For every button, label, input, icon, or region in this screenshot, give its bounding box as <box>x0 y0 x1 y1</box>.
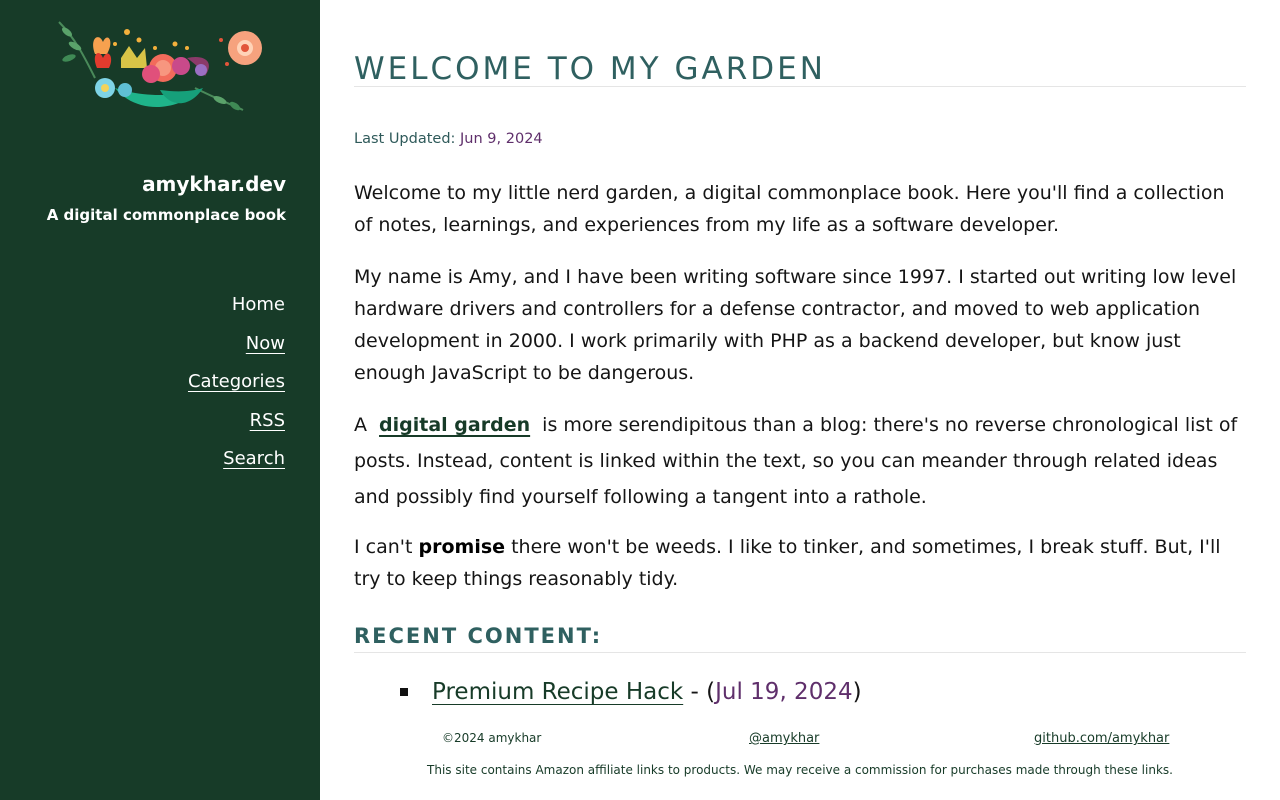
intro-paragraph-2: My name is Amy, and I have been writing software since 1997. I started out writing low level hardware drivers and controllers for a defense contractor, and moved to web application development in 2000. I work primarily with PHP as a backend developer, but know just enough JavaScript to be dangerous. <box>354 266 1237 384</box>
copyright: ©2024 amykhar <box>442 731 542 745</box>
p3-before: A <box>354 414 367 436</box>
recent-post-date: Jul 19, 2024 <box>715 679 853 705</box>
recent-content-heading: RECENT CONTENT: <box>354 622 1246 653</box>
bullet-icon <box>400 688 408 696</box>
nav-search[interactable]: Search <box>223 448 285 469</box>
intro-paragraph-3 <box>354 407 1246 515</box>
intro-text <box>354 177 1246 615</box>
github-link[interactable]: github.com/amykhar <box>1034 731 1170 746</box>
nav-rss[interactable]: RSS <box>249 409 285 431</box>
intro-paragraph-1: Welcome to my little nerd garden, a digital commonplace book. Here you'll find a collection of notes, learnings, and experiences from my life as a software developer. <box>354 182 1225 236</box>
nav-now[interactable]: Now <box>245 332 285 354</box>
nav-home[interactable]: Home <box>231 294 285 315</box>
flower-bouquet-icon[interactable] <box>55 18 267 114</box>
last-updated <box>354 131 543 147</box>
digital-garden-link[interactable]: digital garden <box>379 414 531 436</box>
last-updated-date: Jun 9, 2024 <box>460 131 543 147</box>
sidebar <box>0 0 320 800</box>
twitter-link[interactable]: @amykhar <box>749 731 820 746</box>
recent-post-close: ) <box>852 679 862 705</box>
list-item <box>400 674 862 710</box>
p4-before: I can't <box>354 536 413 558</box>
main-content <box>354 0 1246 800</box>
recent-post-link[interactable]: Premium Recipe Hack <box>432 679 684 705</box>
recent-content-list <box>400 674 862 710</box>
affiliate-notice: This site contains Amazon affiliate links to products. We may receive a commission for purchases made through these links. <box>427 763 1173 777</box>
p3-after: is more serendipitous than a blog: there's no reverse chronological list of posts. Instead, content is linked within the text, so you can meander through related ideas and possibly find yourself following a tangent into a rathole. <box>354 414 1238 508</box>
intro-paragraph-4 <box>354 531 1246 595</box>
last-updated-label: Last Updated: <box>354 131 456 147</box>
site-name[interactable]: amykhar.dev <box>142 172 286 196</box>
recent-post-sep: - ( <box>683 679 716 705</box>
promise-emphasis: promise <box>418 536 506 558</box>
site-tagline: A digital commonplace book <box>46 206 286 224</box>
page-title: WELCOME TO MY GARDEN <box>354 50 1246 87</box>
nav-categories[interactable]: Categories <box>187 371 285 392</box>
footer <box>354 731 1246 747</box>
p4-after: there won't be weeds. I like to tinker, and sometimes, I break stuff. But, I'll try to keep things reasonably tidy. <box>354 536 1221 590</box>
sidebar-nav <box>188 294 285 487</box>
